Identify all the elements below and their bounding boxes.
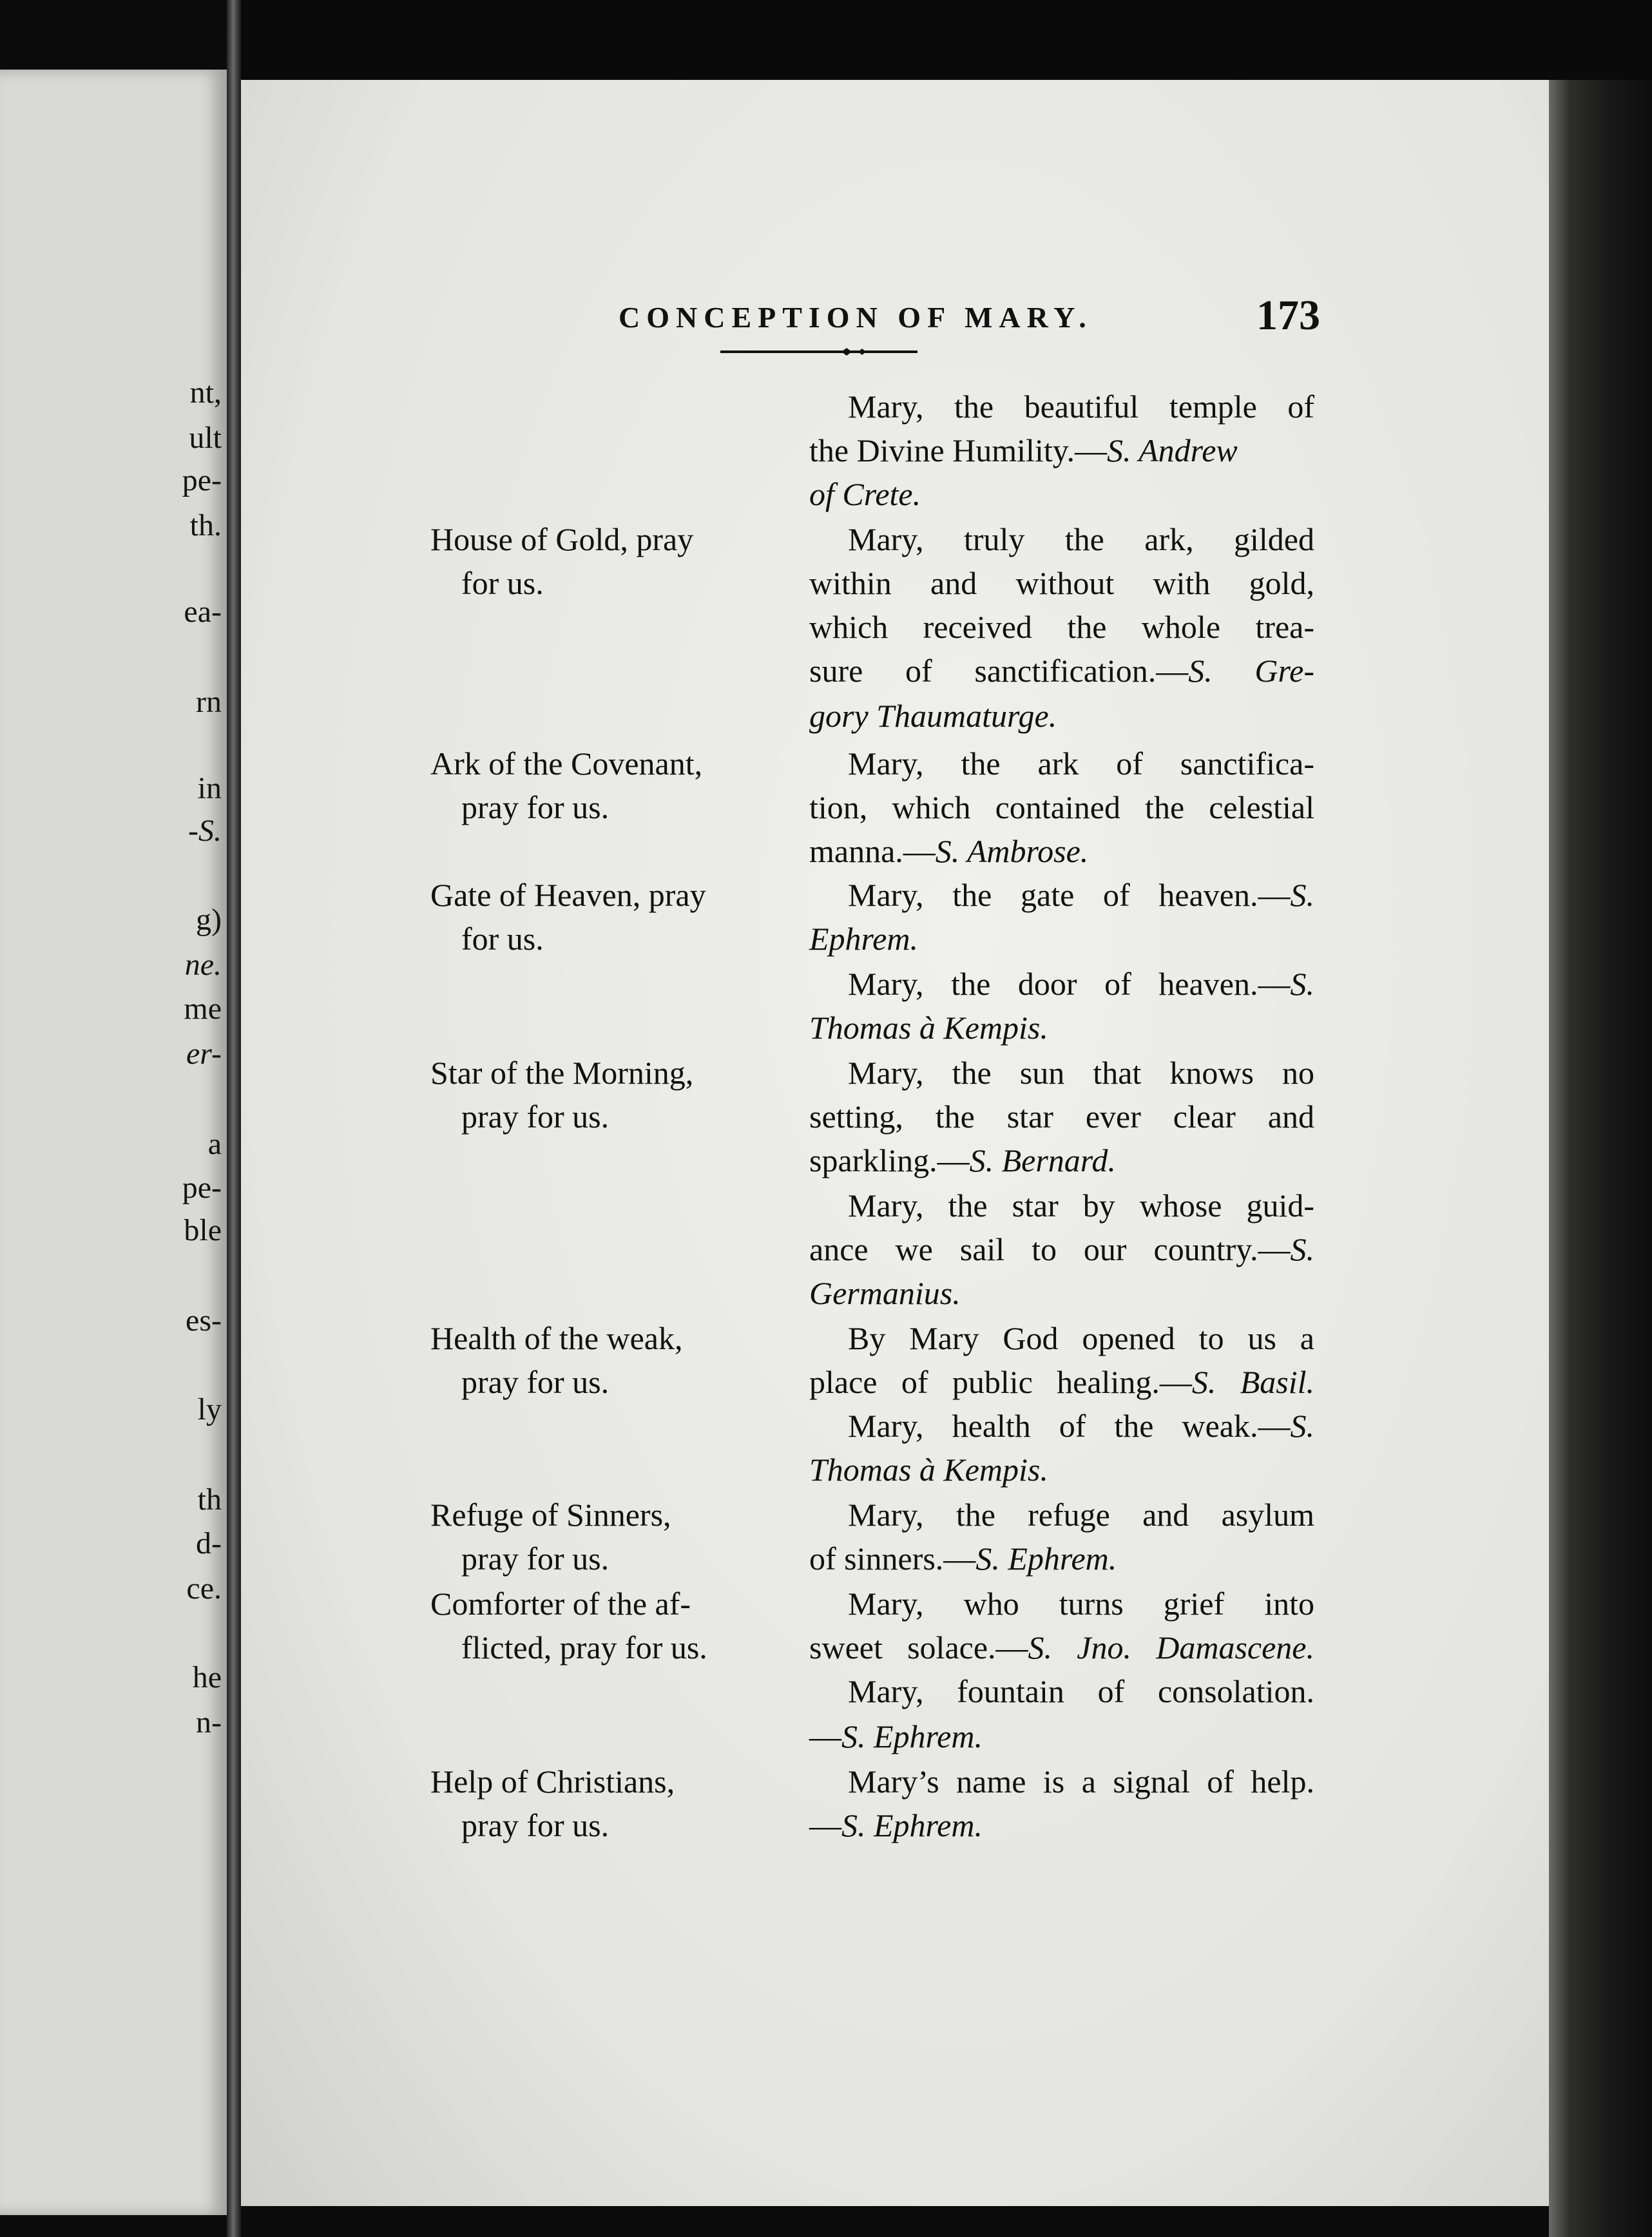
invocation-line: House of Gold, pray — [430, 521, 694, 557]
invocation-line: for us. — [461, 921, 544, 957]
testimony-text: sure of sanctification.— — [809, 653, 1189, 689]
testimony-line: Mary, truly the ark, gilded — [848, 521, 1314, 557]
testimony-author: S. — [1290, 1231, 1314, 1267]
left-fragment: n- — [196, 1705, 222, 1740]
running-title: CONCEPTION OF MARY. — [619, 301, 1093, 334]
testimony-author: S. Basil. — [1191, 1364, 1314, 1400]
testimony-line — [809, 1631, 1314, 1664]
testimony-text: of sinners.— — [809, 1541, 976, 1577]
testimony-line: setting, the star ever clear and — [809, 1099, 1314, 1135]
testimony-author-line: Thomas à Kempis. — [809, 1452, 1048, 1488]
testimony-line: Mary, who turns grief into — [848, 1586, 1314, 1622]
left-fragment: er- — [186, 1037, 222, 1071]
left-fragment: a — [207, 1127, 222, 1161]
invocation-line: Refuge of Sinners, — [430, 1497, 671, 1533]
left-fragment: me — [184, 992, 222, 1026]
left-fragment: ce. — [186, 1571, 222, 1606]
invocation-line: pray for us. — [461, 1364, 610, 1400]
left-fragment: he — [192, 1660, 222, 1695]
left-fragment: ne. — [184, 948, 222, 982]
left-fragment: pe- — [182, 463, 222, 497]
invocation-line: pray for us. — [461, 789, 610, 825]
testimony-author: S. — [1290, 877, 1314, 913]
testimony-line: Mary, the sun that knows no — [848, 1055, 1314, 1091]
left-fragment: d- — [196, 1526, 222, 1560]
testimony-author-line: of Crete. — [809, 476, 921, 512]
page-number: 173 — [1256, 292, 1320, 339]
testimony-text: the Divine Humility.— — [809, 432, 1107, 468]
invocation-line: flicted, pray for us. — [461, 1629, 707, 1666]
invocation-line: pray for us. — [461, 1807, 610, 1843]
testimony-text: ance we sail to our country.— — [809, 1231, 1291, 1267]
left-fragment: g) — [196, 903, 222, 937]
page-edge-shadow — [1549, 80, 1652, 2237]
left-fragment: ea- — [184, 595, 222, 629]
testimony-line: within and without with gold, — [809, 565, 1314, 601]
testimony-text: place of public healing.— — [809, 1364, 1192, 1400]
invocation-line: Health of the weak, — [430, 1320, 683, 1356]
testimony-text: manna.— — [809, 833, 936, 869]
testimony-author: S. Andrew — [1107, 432, 1238, 468]
left-fragment: rn — [196, 685, 222, 719]
left-fragment: pe- — [182, 1171, 222, 1205]
invocation-line: pray for us. — [461, 1099, 610, 1135]
testimony-line: Mary, the refuge and asylum — [848, 1497, 1314, 1533]
scan-background — [241, 0, 1652, 80]
header-rule-ornament — [720, 348, 917, 356]
book-gutter — [227, 0, 241, 2237]
invocation-line: Gate of Heaven, pray — [430, 877, 706, 913]
testimony-line — [809, 1144, 1314, 1176]
testimony-line: Mary’s name is a signal of help. — [848, 1763, 1314, 1800]
invocation-line: pray for us. — [461, 1541, 610, 1577]
left-fragment: th — [197, 1483, 222, 1517]
testimony-line: tion, which contained the celestial — [809, 789, 1314, 825]
testimony-author: S. — [1290, 966, 1314, 1002]
left-fragment: ble — [184, 1213, 222, 1247]
testimony-author: S. Ephrem. — [975, 1541, 1117, 1577]
testimony-author: S. Gre- — [1188, 653, 1314, 689]
left-fragment: es- — [186, 1303, 222, 1338]
testimony-line: Mary, fountain of consolation. — [848, 1673, 1314, 1709]
testimony-text: — — [809, 1718, 841, 1754]
testimony-line — [809, 835, 1314, 867]
testimony-line — [848, 879, 1314, 911]
testimony-author-line: Ephrem. — [809, 921, 918, 957]
testimony-line — [809, 1809, 1314, 1841]
testimony-text: sweet solace.— — [809, 1629, 1028, 1666]
testimony-author: S. Ambrose. — [935, 833, 1089, 869]
testimony-line: Mary, the beautiful temple of — [848, 389, 1314, 425]
testimony-author: S. Ephrem. — [841, 1718, 983, 1754]
left-fragment: th. — [189, 508, 222, 542]
testimony-author: S. — [1290, 1408, 1314, 1444]
testimony-author: S. Jno. Damascene. — [1028, 1629, 1314, 1666]
invocation-line: Comforter of the af- — [430, 1586, 691, 1622]
testimony-line — [848, 968, 1314, 1000]
invocation-line: for us. — [461, 565, 544, 601]
left-fragment: ly — [197, 1392, 222, 1426]
testimony-line: which received the whole trea- — [809, 609, 1314, 645]
testimony-line — [809, 1720, 1314, 1752]
testimony-line: By Mary God opened to us a — [848, 1320, 1314, 1356]
testimony-author-line: Germanius. — [809, 1275, 961, 1311]
testimony-author-line: gory Thaumaturge. — [809, 698, 1057, 734]
testimony-text: Mary, the gate of heaven.— — [848, 877, 1291, 913]
testimony-line — [809, 1366, 1314, 1398]
testimony-line: Mary, the ark of sanctifica- — [848, 745, 1314, 782]
testimony-line — [809, 434, 1314, 466]
invocation-line: Star of the Morning, — [430, 1055, 694, 1091]
testimony-line — [809, 655, 1314, 687]
testimony-text: Mary, health of the weak.— — [848, 1408, 1291, 1444]
testimony-text: sparkling.— — [809, 1142, 970, 1178]
testimony-text: Mary, the door of heaven.— — [848, 966, 1291, 1002]
left-fragment: -S. — [188, 814, 222, 848]
testimony-line — [809, 1542, 1314, 1575]
testimony-author: S. Bernard. — [969, 1142, 1116, 1178]
testimony-author-line: Thomas à Kempis. — [809, 1010, 1048, 1046]
left-fragment: ult — [189, 421, 222, 455]
testimony-line — [848, 1410, 1314, 1442]
invocation-line: Ark of the Covenant, — [430, 745, 703, 782]
invocation-line: Help of Christians, — [430, 1763, 675, 1800]
testimony-line: Mary, the star by whose guid- — [848, 1187, 1314, 1224]
left-fragment: in — [197, 771, 222, 805]
testimony-author: S. Ephrem. — [841, 1807, 983, 1843]
testimony-line — [809, 1233, 1314, 1265]
left-fragment: nt, — [189, 376, 222, 410]
testimony-text: — — [809, 1807, 841, 1843]
